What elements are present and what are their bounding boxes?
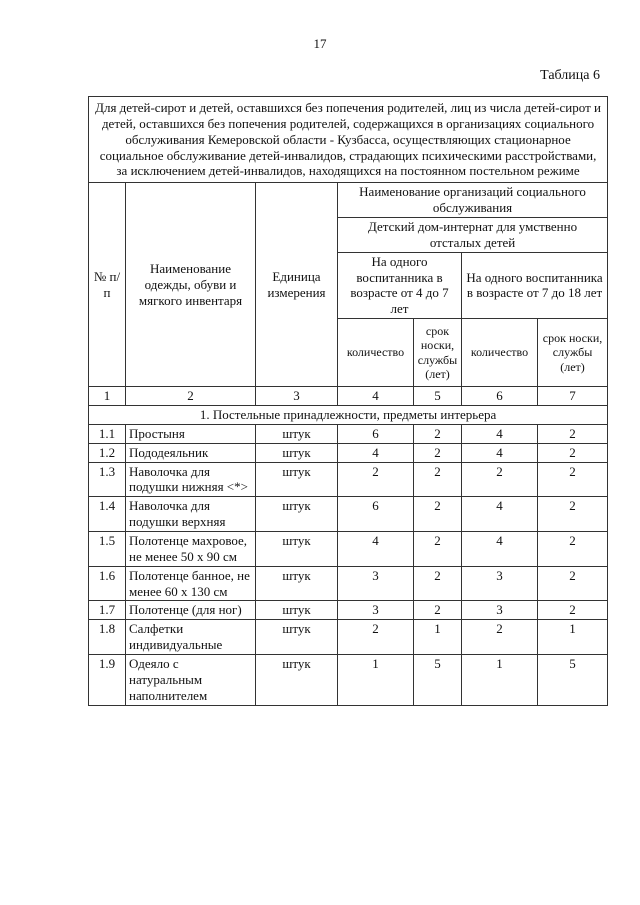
col-number: 3 [256, 387, 338, 406]
cell-term-7-18: 1 [538, 620, 608, 655]
table-row [89, 566, 608, 601]
cell-num: 1.8 [89, 620, 126, 655]
cell-term-4-7: 1 [414, 620, 462, 655]
header-org-name: Детский дом-интернат для умственно отсталых детей [338, 218, 608, 253]
cell-term-4-7: 2 [414, 424, 462, 443]
cell-name: Полотенце (для ног) [126, 601, 256, 620]
cell-num: 1.6 [89, 566, 126, 601]
cell-qty-7-18: 2 [462, 462, 538, 497]
cell-unit: штук [256, 462, 338, 497]
cell-term-4-7: 2 [414, 497, 462, 532]
cell-qty-4-7: 6 [338, 497, 414, 532]
cell-name: Полотенце махровое, не менее 50 x 90 см [126, 532, 256, 567]
cell-name: Пододеяльник [126, 443, 256, 462]
cell-term-4-7: 2 [414, 443, 462, 462]
page-number: 17 [313, 36, 327, 51]
cell-qty-7-18: 3 [462, 566, 538, 601]
cell-term-7-18: 2 [538, 462, 608, 497]
cell-num: 1.3 [89, 462, 126, 497]
section-row [89, 406, 608, 425]
cell-num: 1.7 [89, 601, 126, 620]
cell-name: Салфетки индивидуальные [126, 620, 256, 655]
cell-unit: штук [256, 443, 338, 462]
cell-term-4-7: 5 [414, 655, 462, 706]
cell-qty-4-7: 6 [338, 424, 414, 443]
cell-term-4-7: 2 [414, 532, 462, 567]
cell-qty-4-7: 3 [338, 566, 414, 601]
table-row [89, 532, 608, 567]
section-title: 1. Постельные принадлежности, предметы интерьера [89, 406, 608, 425]
col-number: 4 [338, 387, 414, 406]
cell-name: Одеяло с натуральным наполнителем [126, 655, 256, 706]
cell-qty-4-7: 3 [338, 601, 414, 620]
cell-qty-4-7: 4 [338, 443, 414, 462]
cell-name: Наволочка для подушки верхняя [126, 497, 256, 532]
cell-term-7-18: 2 [538, 443, 608, 462]
col-number: 6 [462, 387, 538, 406]
header-name: Наименование одежды, обуви и мягкого инвентаря [126, 183, 256, 387]
table-row [89, 620, 608, 655]
title-row [89, 97, 608, 183]
cell-qty-7-18: 4 [462, 532, 538, 567]
cell-unit: штук [256, 655, 338, 706]
cell-num: 1.5 [89, 532, 126, 567]
cell-term-7-18: 5 [538, 655, 608, 706]
header-unit: Единица измерения [256, 183, 338, 387]
cell-unit: штук [256, 532, 338, 567]
cell-term-4-7: 2 [414, 601, 462, 620]
cell-qty-4-7: 1 [338, 655, 414, 706]
cell-name: Наволочка для подушки нижняя <*> [126, 462, 256, 497]
cell-term-4-7: 2 [414, 462, 462, 497]
table-row [89, 601, 608, 620]
cell-qty-7-18: 4 [462, 443, 538, 462]
cell-term-7-18: 2 [538, 497, 608, 532]
col-number: 2 [126, 387, 256, 406]
table-row [89, 424, 608, 443]
cell-term-7-18: 2 [538, 532, 608, 567]
header-qty-2: количество [462, 319, 538, 387]
cell-unit: штук [256, 424, 338, 443]
cell-term-4-7: 2 [414, 566, 462, 601]
cell-qty-7-18: 3 [462, 601, 538, 620]
cell-unit: штук [256, 601, 338, 620]
cell-unit: штук [256, 497, 338, 532]
header-term-2: срок носки, службы (лет) [538, 319, 608, 387]
header-term-1: срок носки, службы (лет) [414, 319, 462, 387]
header-age-7-18: На одного воспитанника в возрасте от 7 до 18 лет [462, 252, 608, 318]
col-number: 5 [414, 387, 462, 406]
norms-table [88, 96, 608, 706]
cell-num: 1.9 [89, 655, 126, 706]
header-qty-1: количество [338, 319, 414, 387]
cell-qty-4-7: 4 [338, 532, 414, 567]
cell-qty-4-7: 2 [338, 462, 414, 497]
table-row [89, 655, 608, 706]
col-number: 7 [538, 387, 608, 406]
cell-name: Простыня [126, 424, 256, 443]
cell-num: 1.2 [89, 443, 126, 462]
column-numbers-row [89, 387, 608, 406]
cell-qty-7-18: 4 [462, 497, 538, 532]
table-row [89, 497, 608, 532]
cell-num: 1.1 [89, 424, 126, 443]
cell-term-7-18: 2 [538, 601, 608, 620]
cell-unit: штук [256, 566, 338, 601]
cell-num: 1.4 [89, 497, 126, 532]
header-row-1 [89, 183, 608, 218]
cell-qty-7-18: 1 [462, 655, 538, 706]
table-title: Для детей-сирот и детей, оставшихся без попечения родителей, лиц из числа детей-сирот и детей, оставшихся без попечения родителей, содержащихся в организациях социального обслуживания Кемеровской области - Кузбасса, осуществляющих стационарное социальное обслуживание детей-инвалидов, страдающих психическими расстройствами, за исключением детей-инвалидов, находящихся на постоянном постельном режиме [89, 97, 608, 183]
cell-name: Полотенце банное, не менее 60 x 130 см [126, 566, 256, 601]
table-row [89, 462, 608, 497]
cell-term-7-18: 2 [538, 424, 608, 443]
cell-qty-4-7: 2 [338, 620, 414, 655]
table-label: Таблица 6 [540, 68, 600, 83]
cell-qty-7-18: 4 [462, 424, 538, 443]
header-age-4-7: На одного воспитанника в возрасте от 4 до 7 лет [338, 252, 462, 318]
table-row [89, 443, 608, 462]
col-number: 1 [89, 387, 126, 406]
header-num: № п/п [89, 183, 126, 387]
cell-qty-7-18: 2 [462, 620, 538, 655]
header-org-group: Наименование организаций социального обслуживания [338, 183, 608, 218]
cell-unit: штук [256, 620, 338, 655]
cell-term-7-18: 2 [538, 566, 608, 601]
